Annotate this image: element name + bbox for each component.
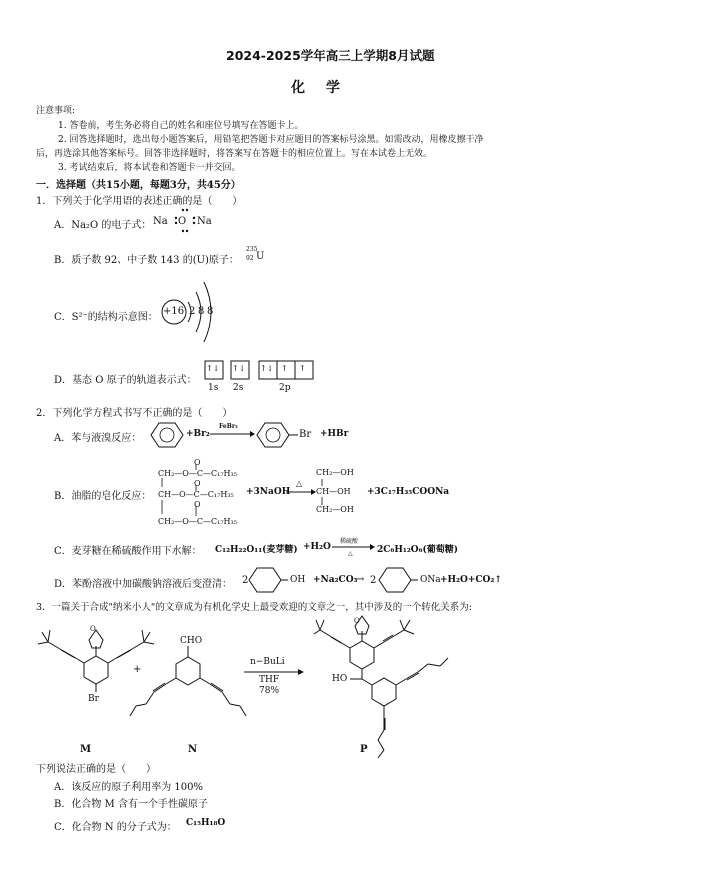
- q2-option-d-label: D．苯酚溶液中加碳酸钠溶液后变澄清：: [54, 579, 233, 590]
- q2-d-coef1: 2: [242, 575, 249, 586]
- molecule-n-structure: [128, 636, 248, 746]
- note-line: 2. 回答选择题时，选出每小题答案后，用铅笔把答题卡对应题目的答案标号涂黑。如需改动，用橡皮擦干净: [58, 135, 484, 145]
- section-heading: 一．选择题（共15小题，每题3分，共45分）: [36, 180, 241, 191]
- q2-b-o1: O: [194, 458, 201, 467]
- q2-b-ester-1: CH₂—O—C—C₁₇H₃₅: [158, 469, 237, 478]
- q2-a-hbr: +HBr: [320, 429, 349, 439]
- q1-a-na1: Na: [153, 216, 168, 227]
- saponification-arrow: [286, 488, 316, 496]
- q1-a-oxygen: O: [178, 216, 187, 227]
- reaction-arrow: [210, 430, 255, 438]
- orbital-2s-electrons: ↑↓: [232, 364, 246, 373]
- q1-stem: 1．下列关于化学用语的表述正确的是（ ）: [36, 196, 243, 207]
- exam-title: 2024-2025学年高三上学期8月试题: [226, 48, 435, 63]
- subject-title: 化 学: [291, 80, 348, 96]
- reaction-yield: 78%: [259, 686, 280, 696]
- orbital-label-2s: 2s: [233, 383, 244, 393]
- q2-b-ester-2: CH—O—C—C₁₇H₃₅: [158, 490, 234, 499]
- q2-a-br2: +Br₂: [186, 429, 210, 439]
- benzene-ring: [150, 422, 184, 448]
- q1-c-shell-3: 8: [207, 306, 214, 317]
- q3-option-b: B．化合物 M 含有一个手性碳原子: [54, 799, 208, 810]
- n-label: N: [188, 744, 198, 755]
- q2-option-a-label: A．苯与液溴反应：: [54, 433, 142, 444]
- orbital-boxes: [204, 360, 314, 382]
- q1-option-a-label: A．Na₂O 的电子式：: [54, 220, 152, 231]
- q2-a-br: Br: [299, 429, 312, 440]
- q2-d-oh: OH: [290, 575, 306, 585]
- m-br: Br: [88, 694, 99, 704]
- q2-d-coef2: 2: [370, 575, 377, 586]
- hydrolysis-arrow: [332, 543, 376, 551]
- reagent-nbuli: n−BuLi: [250, 657, 285, 667]
- reagent-thf: THF: [259, 675, 280, 685]
- q2-c-maltose: C₁₂H₂₂O₁₁(麦芽糖): [215, 545, 298, 555]
- q2-c-catalyst: 稀硫酸: [340, 538, 359, 545]
- q2-option-c-label: C．麦芽糖在稀硫酸作用下水解：: [54, 546, 202, 557]
- orbital-1s-electrons: ↑↓: [206, 364, 220, 373]
- q3-option-c-formula: C₁₅H₁₈O: [186, 818, 226, 828]
- n-cho: CHO: [180, 636, 203, 646]
- q2-option-b-label: B．油脂的皂化反应：: [54, 491, 152, 502]
- orbital-label-1s: 1s: [208, 383, 219, 393]
- p-label: P: [360, 744, 368, 755]
- m-dioxolane-o: O: [90, 625, 96, 633]
- q1-c-shell-2: 8: [198, 306, 205, 317]
- q1-c-shell-1: 2: [189, 306, 196, 317]
- q1-b-atomic-number: 92: [246, 255, 254, 262]
- q2-b-heat: △: [296, 479, 303, 488]
- q1-c-nucleus: +16: [163, 306, 185, 317]
- phenol-ring: [248, 567, 288, 593]
- q1-option-c-label: C．S²⁻的结构示意图：: [54, 312, 158, 323]
- orbital-2p1-electrons: ↑↓: [260, 364, 274, 373]
- p-dioxolane-o: O: [354, 617, 360, 625]
- q3-plus: +: [133, 664, 142, 675]
- triglyceride-bonds: [150, 456, 210, 528]
- q2-b-ester-3: CH₂—O—C—C₁₇H₃₅: [158, 517, 237, 526]
- q2-d-arrow: →: [356, 574, 365, 585]
- q2-b-glycerol-2: CH—OH: [316, 487, 351, 496]
- note-line: 3. 考试结束后，将本试卷和答题卡一并交回。: [58, 163, 241, 173]
- q2-b-soap: +3C₁₇H₃₅COONa: [367, 487, 450, 497]
- q2-d-ona: ONa: [420, 575, 441, 585]
- p-ho: HO: [332, 674, 348, 684]
- phenoxide-ring: [378, 567, 418, 593]
- electron-dots: [170, 208, 200, 238]
- notes-heading: 注意事项:: [36, 106, 76, 116]
- note-line: 后，再选涂其他答案标号。回答非选择题时，将答案写在答题卡的相应位置上。写在本试卷上无效。: [36, 149, 433, 159]
- q3-option-a: A．该反应的原子利用率为 100%: [54, 782, 203, 793]
- q1-option-b-label: B．质子数 92、中子数 143 的(U)原子：: [54, 255, 239, 266]
- note-line: 1. 答卷前，考生务必将自己的姓名和座位号填写在答题卡上。: [58, 121, 304, 131]
- q2-c-heat: △: [348, 550, 353, 557]
- q3-stem: 3．一篇关于合成"纳米小人"的文章成为有机化学史上最受欢迎的文章之一，其中涉及的一个转化关系为:: [36, 602, 472, 613]
- orbital-2p2-electrons: ↑: [281, 364, 288, 373]
- q2-b-glycerol-1: CH₂—OH: [316, 468, 354, 477]
- q2-b-glycerol-3: CH₂—OH: [316, 505, 354, 514]
- orbital-label-2p: 2p: [279, 383, 291, 393]
- m-label: M: [80, 744, 92, 755]
- q1-b-mass-number: 235: [246, 246, 258, 253]
- molecule-p-structure: [314, 612, 464, 760]
- q1-option-d-label: D．基态 O 原子的轨道表示式：: [54, 375, 197, 386]
- q2-c-glucose: 2C₆H₁₂O₆(葡萄糖): [377, 545, 459, 555]
- q1-b-symbol: U: [256, 251, 265, 262]
- q2-a-catalyst: FeBr₃: [219, 423, 238, 430]
- glycerol-bonds: [318, 478, 328, 508]
- q3-option-c-label: C．化合物 N 的分子式为：: [54, 822, 177, 833]
- q2-stem: 2．下列化学方程式书写不正确的是（ ）: [36, 408, 233, 419]
- orbital-2p3-electrons: ↑: [299, 364, 306, 373]
- q2-c-water: +H₂O: [303, 542, 331, 552]
- q2-d-na2co3: +Na₂CO₃: [313, 575, 358, 585]
- q1-a-na2: Na: [197, 216, 212, 227]
- q2-b-o2: O: [194, 479, 201, 488]
- q3-prompt: 下列说法正确的是（ ）: [36, 764, 156, 775]
- q2-b-naoh: +3NaOH: [246, 487, 291, 497]
- q2-b-o3: O: [194, 500, 201, 509]
- q2-d-products: +H₂O+CO₂↑: [440, 575, 502, 585]
